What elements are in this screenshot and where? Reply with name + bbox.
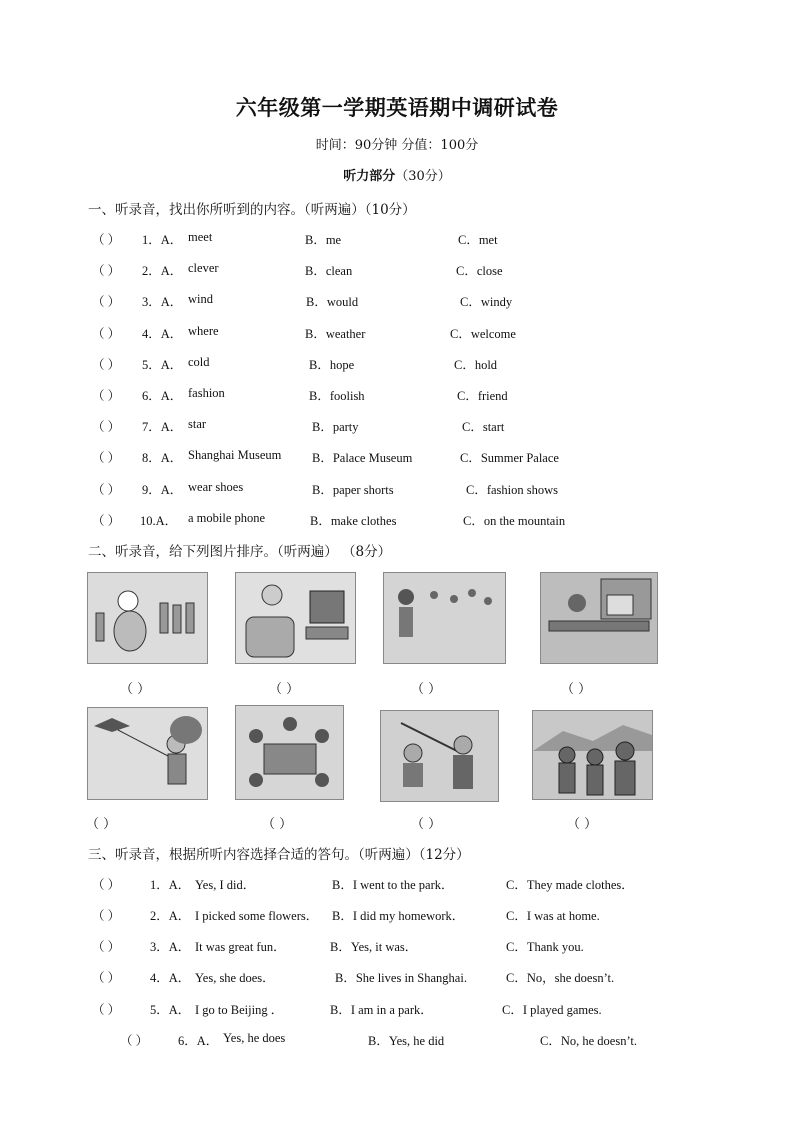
part-title [0, 165, 794, 184]
answer-blank-pic3[interactable]: （ ） [411, 682, 442, 697]
option-a: a mobile phone [188, 511, 266, 525]
option-c: C．close [456, 264, 503, 278]
question-number: 3．A． [150, 940, 191, 954]
picture-girl-football [383, 572, 506, 664]
option-b: B．hope [309, 358, 355, 372]
option-b: B．foolish [309, 389, 365, 403]
answer-blank[interactable]: （ ） [92, 878, 121, 892]
option-c: C．met [458, 233, 498, 247]
answer-blank[interactable]: （ ） [92, 514, 121, 528]
question-number: 7．A． [142, 420, 183, 434]
question-number: 6．A． [142, 389, 183, 403]
answer-blank[interactable]: （ ） [92, 483, 121, 497]
answer-blank-pic2[interactable]: （ ） [269, 682, 300, 697]
answer-blank[interactable]: （ ） [120, 1034, 149, 1048]
option-a: Shanghai Museum [188, 448, 282, 462]
option-c: C．I played games. [502, 1003, 602, 1017]
option-b: B．would [306, 295, 359, 309]
picture-picnic [235, 705, 344, 800]
page-title: 六年级第一学期英语期中调研试卷 [235, 95, 559, 120]
option-c: C．Summer Palace [460, 451, 559, 465]
exam-time-score: 时间：90分钟 分值：100分 [315, 138, 479, 153]
option-b: B．I did my homework． [332, 909, 465, 923]
option-a: It was great fun． [195, 940, 286, 954]
question-number: 1．A． [150, 878, 191, 892]
answer-blank[interactable]: （ ） [92, 358, 121, 372]
option-b: B．me [305, 233, 342, 247]
section2-heading: 二、听录音，给下列图片排序。（听两遍） （8分） [88, 544, 392, 560]
option-b: B．She lives in Shanghai. [335, 971, 467, 985]
question-number: 6．A． [178, 1034, 219, 1048]
option-b: B．paper shorts [312, 483, 394, 497]
option-a: wind [188, 292, 213, 306]
picture-santa-parade [87, 572, 208, 664]
answer-blank[interactable]: （ ） [92, 327, 121, 341]
option-b: B．make clothes [310, 514, 397, 528]
question-number: 1．A． [142, 233, 183, 247]
question-number: 2．A． [142, 264, 183, 278]
option-a: wear shoes [188, 480, 244, 494]
option-b: B．weather [305, 327, 366, 341]
answer-blank-pic7[interactable]: （ ） [411, 817, 442, 832]
option-a: I go to Beijing ． [195, 1003, 284, 1017]
option-a: meet [188, 230, 213, 244]
section1-heading: 一、听录音，找出你所听到的内容。（听两遍）（10分） [88, 202, 416, 218]
question-number: 8．A． [142, 451, 183, 465]
answer-blank[interactable]: （ ） [92, 971, 121, 985]
question-number: 5．A． [142, 358, 183, 372]
answer-blank-pic1[interactable]: （ ） [120, 682, 151, 697]
answer-blank-pic4[interactable]: （ ） [561, 682, 592, 697]
option-c: C．No，she doesn’t. [506, 971, 615, 985]
part-score: （30分） [395, 169, 451, 184]
option-b: B．Yes, it was． [330, 940, 418, 954]
option-c: C．windy [460, 295, 513, 309]
option-b: B．clean [305, 264, 353, 278]
option-a: Yes, I did． [195, 878, 256, 892]
option-a: Yes, he does [223, 1031, 286, 1045]
answer-blank[interactable]: （ ） [92, 295, 121, 309]
option-b: B．I went to the park． [332, 878, 454, 892]
question-number: 4．A． [142, 327, 183, 341]
option-b: B．I am in a park． [330, 1003, 433, 1017]
answer-blank-pic6[interactable]: （ ） [262, 817, 293, 832]
part-name: 听力部分 [343, 169, 396, 184]
answer-blank[interactable]: （ ） [92, 264, 121, 278]
option-c: C．hold [454, 358, 498, 372]
option-c: C．friend [457, 389, 508, 403]
option-b: B．party [312, 420, 359, 434]
option-a: clever [188, 261, 219, 275]
answer-blank[interactable]: （ ） [92, 420, 121, 434]
picture-great-wall [532, 710, 653, 800]
option-c: C．welcome [450, 327, 516, 341]
picture-computer-desk [540, 572, 658, 664]
answer-blank[interactable]: （ ） [92, 940, 121, 954]
option-c: C．I was at home. [506, 909, 600, 923]
question-number: 4．A． [150, 971, 191, 985]
answer-blank-pic5[interactable]: （ ） [86, 817, 117, 832]
option-c: C．They made clothes． [506, 878, 634, 892]
picture-flying-kite [87, 707, 208, 800]
section3-heading: 三、听录音，根据所听内容选择合适的答句。（听两遍）（12分） [88, 847, 470, 863]
option-a: cold [188, 355, 210, 369]
answer-blank[interactable]: （ ） [92, 389, 121, 403]
option-a: where [188, 324, 219, 338]
option-a: star [188, 417, 207, 431]
picture-watching-tv [235, 572, 356, 664]
option-c: C．No, he doesn’t. [540, 1034, 637, 1048]
option-a: fashion [188, 386, 225, 400]
option-c: C．fashion shows [466, 483, 559, 497]
option-a: Yes, she does． [195, 971, 275, 985]
picture-fishing [380, 710, 499, 802]
answer-blank[interactable]: （ ） [92, 909, 121, 923]
option-b: B．Yes, he did [368, 1034, 445, 1048]
question-number: 10.A． [140, 514, 178, 528]
option-b: B．Palace Museum [312, 451, 413, 465]
option-c: C．on the mountain [463, 514, 566, 528]
answer-blank[interactable]: （ ） [92, 1003, 121, 1017]
answer-blank[interactable]: （ ） [92, 451, 121, 465]
option-c: C．Thank you. [506, 940, 584, 954]
question-number: 2．A． [150, 909, 191, 923]
question-number: 9．A． [142, 483, 183, 497]
option-a: I picked some flowers． [195, 909, 319, 923]
answer-blank-pic8[interactable]: （ ） [567, 817, 598, 832]
answer-blank[interactable]: （ ） [92, 233, 121, 247]
option-c: C．start [462, 420, 505, 434]
question-number: 3．A． [142, 295, 183, 309]
question-number: 5．A． [150, 1003, 191, 1017]
